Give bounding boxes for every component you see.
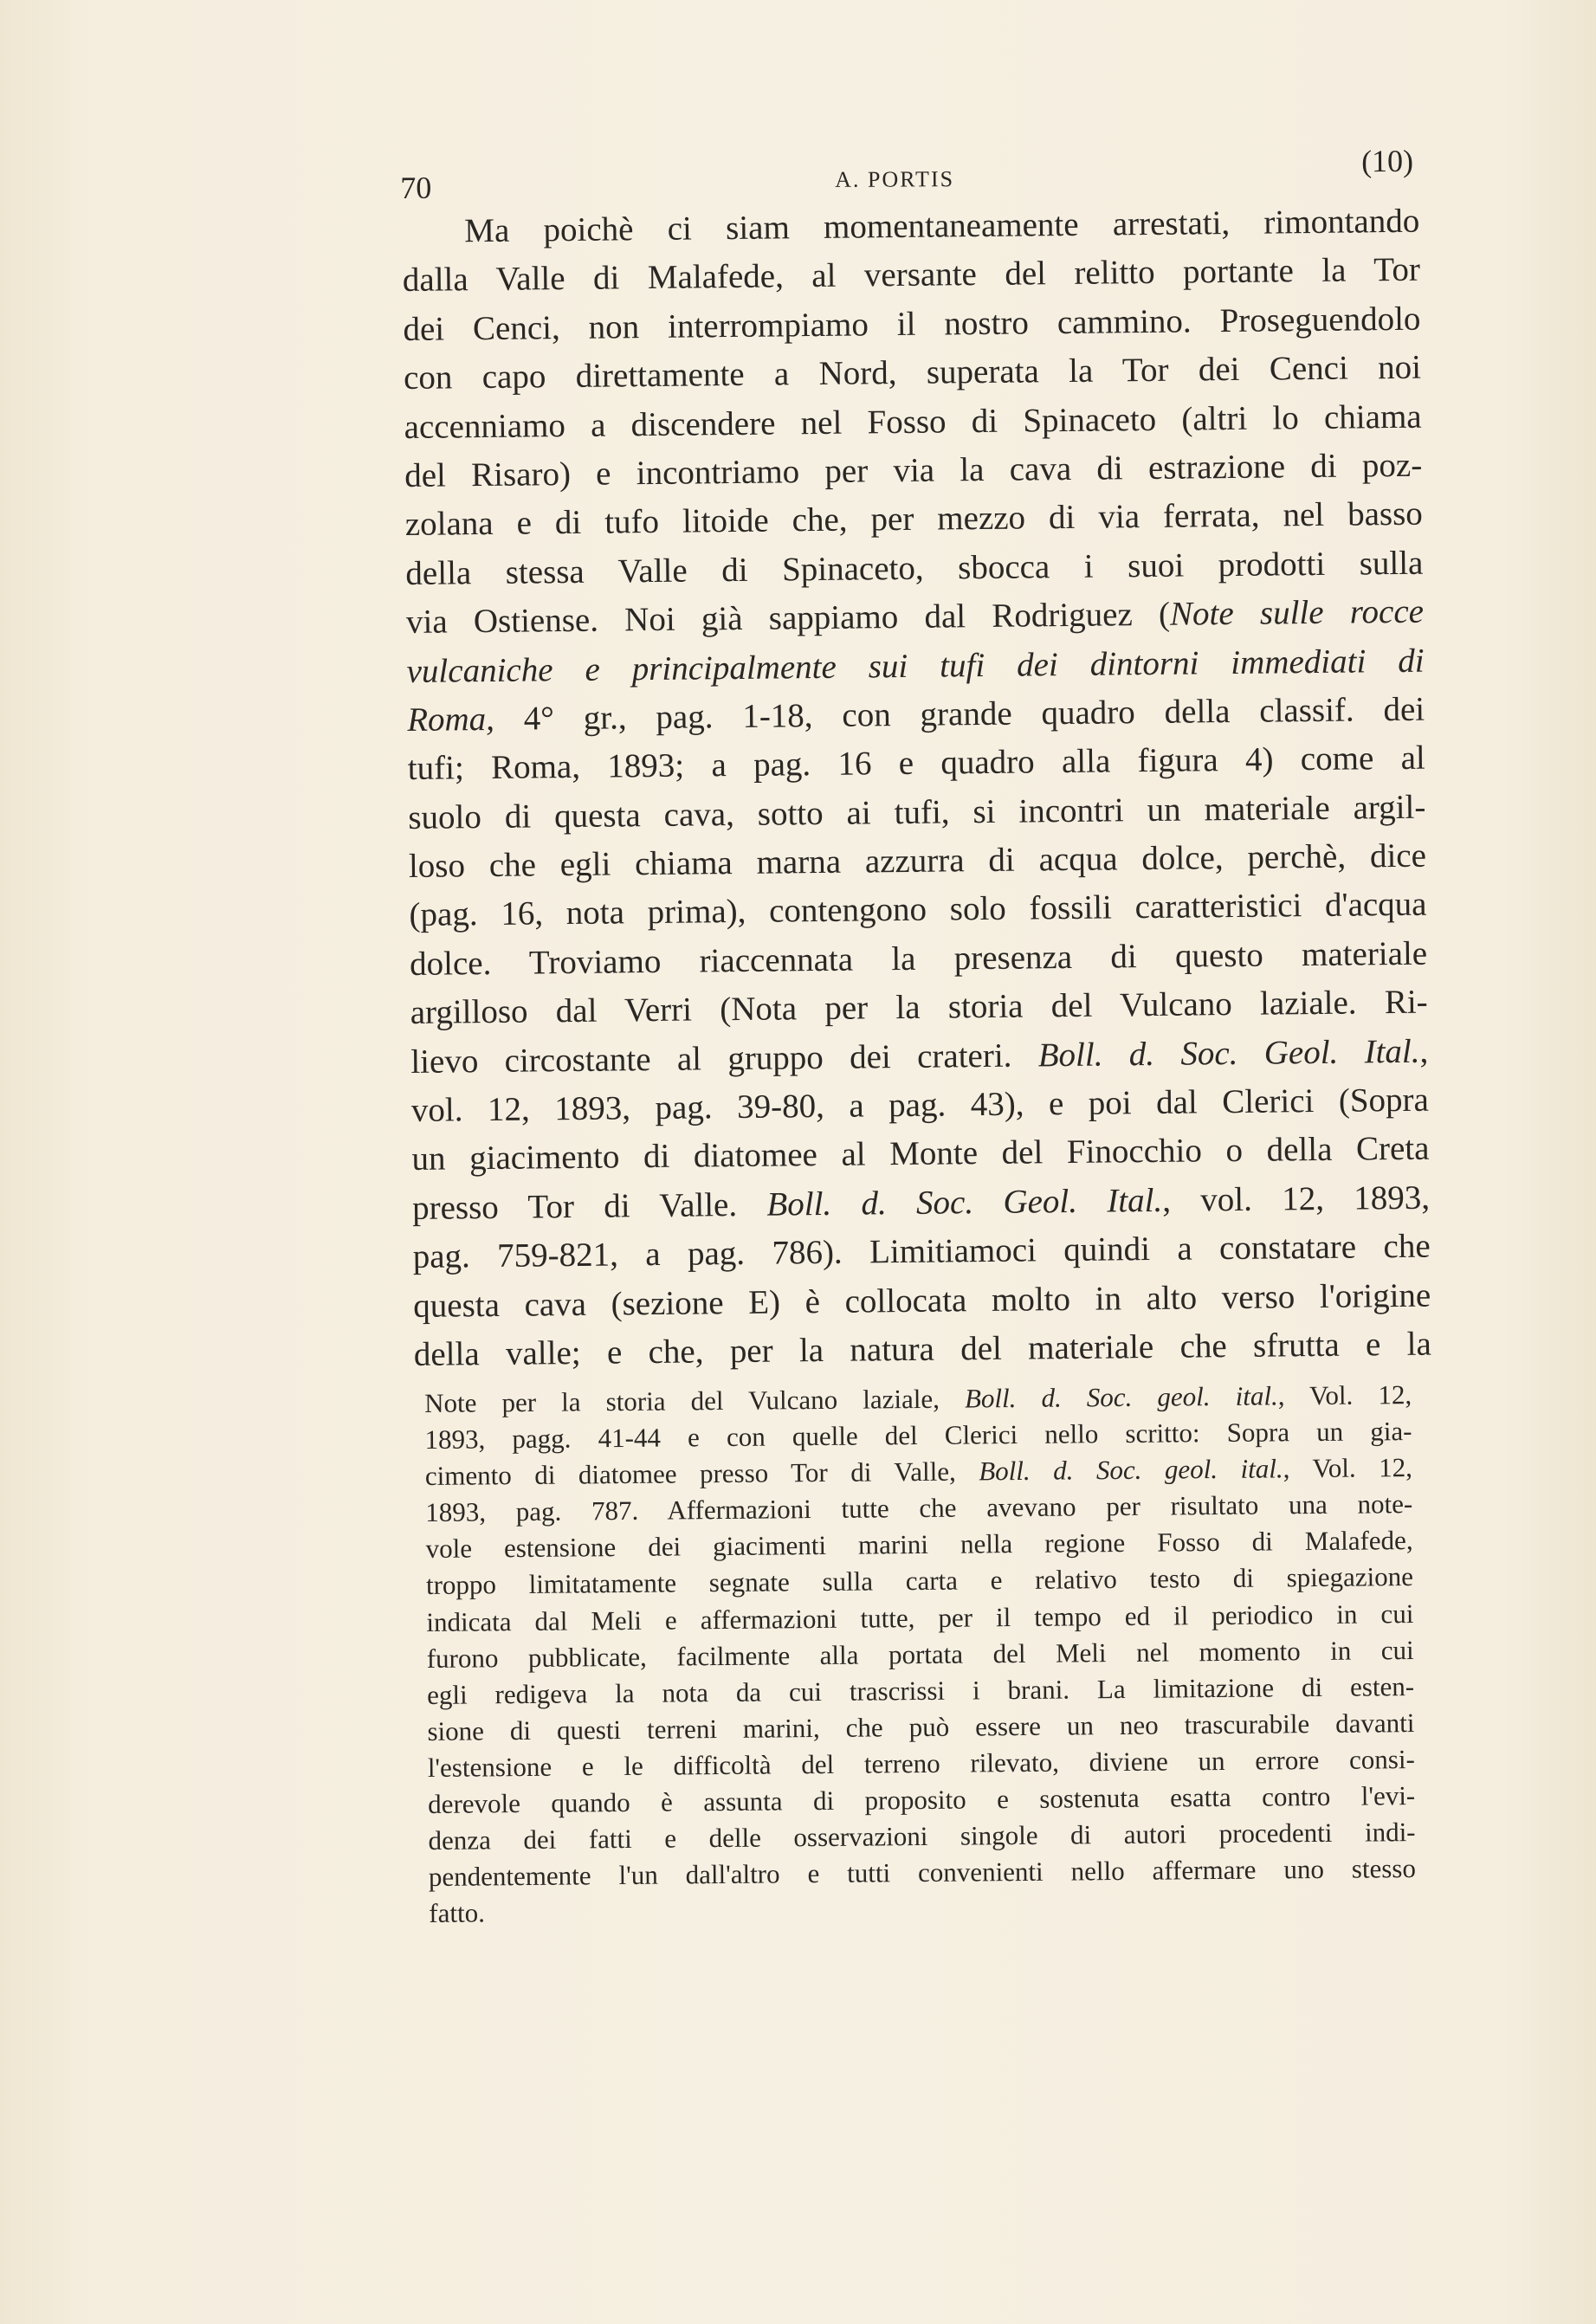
body-line: Roma, 4° gr., pag. 1-18, con grande quadro della classif. dei — [406, 690, 1425, 739]
footnote-line: derevole quando è assunta di proposito e sostenuta esatta contro l'evi- — [428, 1780, 1416, 1820]
body-line: via Ostiense. Noi già sappiamo dal Rodriguez (Note sulle rocce — [405, 592, 1425, 642]
footnote-line: indicata dal Meli e affermazioni tutte, per il tempo ed il periodico in cui — [426, 1598, 1414, 1637]
citation-title: Note sulle rocce — [1169, 592, 1425, 633]
body-line: Ma poichè ci siam momentaneamente arrestati, rimontando — [464, 202, 1420, 250]
body-line: della valle; e che, per la natura del materiale che sfrutta e la — [413, 1325, 1432, 1373]
footnote-line: troppo limitatamente segnate sulla carta e relativo testo di spiegazione — [425, 1561, 1414, 1601]
page-number: 70 — [400, 170, 432, 205]
body-line: dolce. Troviamo riaccennata la presenza di questo materiale — [409, 934, 1428, 983]
footnote-line: sione di questi terreni marini, che può essere un neo trascurabile davanti — [427, 1707, 1415, 1746]
footnote-line: Note per la storia del Vulcano laziale, Boll. d. Soc. geol. ital., Vol. 12, — [424, 1379, 1412, 1418]
footnote-line: fatto. — [429, 1897, 486, 1929]
body-line: un giacimento di diatomee al Monte del Finocchio o della Creta — [411, 1130, 1430, 1178]
body-line: pag. 759-821, a pag. 786). Limitiamoci quindi a constatare che — [412, 1227, 1431, 1276]
body-line: argilloso dal Verri (Nota per la storia del Vulcano laziale. Ri- — [410, 983, 1428, 1032]
section-number: (10) — [1361, 143, 1414, 179]
journal-title: Boll. d. Soc. Geol. Ital. — [1037, 1032, 1420, 1074]
body-line: (pag. 16, nota prima), contengono solo fossili caratteristici d'acqua — [409, 886, 1427, 934]
footnote-line: 1893, pag. 787. Affermazioni tutte che avevano per risultato una note- — [425, 1488, 1413, 1528]
footnote-line: pendentemente l'un dall'altro e tutti convenienti nello affermare uno stesso — [428, 1853, 1417, 1893]
body-paragraph — [402, 197, 1431, 1380]
footnote-line: 1893, pagg. 41-44 e con quelle del Clerici nello scritto: Sopra un gia- — [424, 1416, 1412, 1456]
body-line: dei Cenci, non interrompiamo il nostro cammino. Proseguendolo — [403, 300, 1421, 348]
body-line: della stessa Valle di Spinaceto, sbocca i suoi prodotti sulla — [405, 544, 1424, 592]
body-line: con capo direttamente a Nord, superata la Tor dei Cenci noi — [403, 348, 1422, 397]
body-line: questa cava (sezione E) è collocata molto in alto verso l'origine — [413, 1276, 1431, 1325]
page-header — [400, 143, 1414, 205]
footnote — [424, 1377, 1416, 1932]
citation-title: Roma, — [406, 700, 495, 739]
body-line: dalla Valle di Malafede, al versante del relitto portante la Tor — [402, 251, 1421, 300]
journal-title: Boll. d. Soc. geol. ital. — [964, 1380, 1278, 1414]
body-line: loso che egli chiama marna azzurra di acqua dolce, perchè, dice — [408, 836, 1427, 886]
body-line: suolo di questa cava, sotto ai tufi, si incontri un materiale argil- — [408, 788, 1426, 836]
body-line: presso Tor di Valle. Boll. d. Soc. Geol. Ital., vol. 12, 1893, — [411, 1178, 1431, 1227]
journal-title: Boll. d. Soc. Geol. Ital. — [766, 1181, 1163, 1223]
body-line: del Risaro) e incontriamo per via la cava di estrazione di poz- — [404, 446, 1423, 494]
body-line: zolana e di tufo litoide che, per mezzo di via ferrata, nel basso — [404, 495, 1423, 544]
footnote-line: denza dei fatti e delle osservazioni singole di autori procedenti indi- — [428, 1817, 1416, 1856]
footnote-line: vole estensione dei giacimenti marini nella regione Fosso di Malafede, — [425, 1525, 1413, 1565]
footnote-line: egli redigeva la nota da cui trascrissi i brani. La limitazione di esten- — [426, 1670, 1415, 1710]
footnote-line: furono pubblicate, facilmente alla portata del Meli nel momento in cui — [426, 1634, 1414, 1674]
body-line: tufi; Roma, 1893; a pag. 16 e quadro alla figura 4) come al — [407, 739, 1425, 788]
journal-title: Boll. d. Soc. geol. ital. — [979, 1453, 1283, 1487]
body-line: lievo circostante al gruppo dei crateri. Boll. d. Soc. Geol. Ital., — [410, 1032, 1429, 1081]
body-line: vol. 12, 1893, pag. 39-80, a pag. 43), e poi dal Clerici (Sopra — [410, 1081, 1430, 1129]
footnote-line: cimento di diatomee presso Tor di Valle, Boll. d. Soc. geol. ital., Vol. 12, — [424, 1452, 1413, 1492]
running-head: A. PORTIS — [835, 166, 955, 192]
citation-title-line: vulcaniche e principalmente sui tufi dei dintorni immediati di — [406, 642, 1425, 690]
body-line: accenniamo a discendere nel Fosso di Spinaceto (altri lo chiama — [404, 397, 1422, 446]
footnote-line: l'estensione e le difficoltà del terreno rilevato, diviene un errore consi- — [427, 1743, 1415, 1783]
